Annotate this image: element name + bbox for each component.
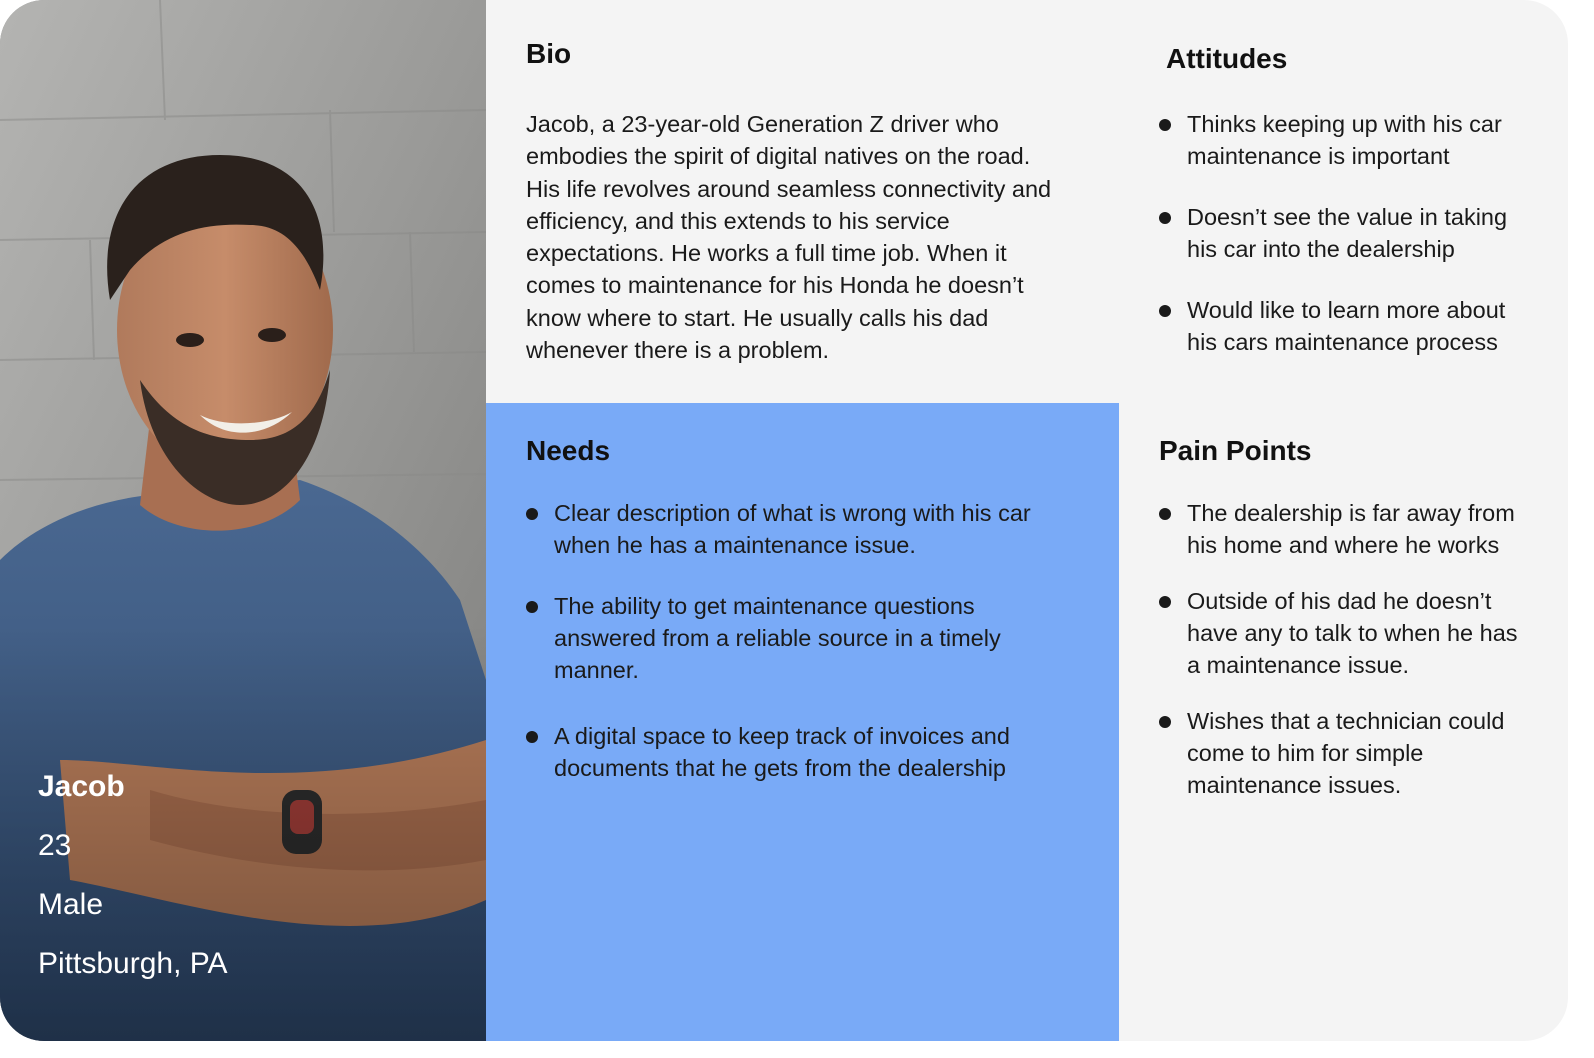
list-item: [526, 590, 1044, 686]
persona-location: Pittsburgh, PA: [38, 947, 228, 980]
attitudes-heading: Attitudes: [1166, 43, 1288, 74]
list-item: [526, 720, 1044, 784]
persona-name: Jacob: [38, 770, 125, 803]
persona-photo: [0, 0, 486, 1041]
bullet-dot-icon: [526, 731, 538, 743]
bio-section: [486, 0, 1119, 403]
needs-heading: Needs: [526, 435, 611, 466]
needs-section: [486, 403, 1119, 1041]
list-item-text: The dealership is far away from his home and where he works: [1187, 500, 1515, 558]
bullet-dot-icon: [1159, 119, 1171, 131]
persona-identity: [38, 772, 228, 1008]
list-item: [1159, 294, 1527, 358]
list-item-text: Outside of his dad he doesn’t have any to talk to when he has a maintenance issue.: [1187, 588, 1518, 678]
list-item: [526, 497, 1044, 561]
list-item-text: Would like to learn more about his cars maintenance process: [1187, 297, 1506, 355]
attitudes-list: [1159, 108, 1528, 358]
list-item: [1159, 705, 1527, 801]
persona-age: 23: [38, 829, 72, 862]
pain-points-list: [1159, 497, 1528, 801]
persona-gender: Male: [38, 888, 104, 921]
list-item-text: A digital space to keep track of invoices and documents that he gets from the dealership: [554, 723, 1010, 781]
pain-points-heading: Pain Points: [1159, 435, 1312, 466]
list-item-text: Doesn’t see the value in taking his car into the dealership: [1187, 204, 1508, 262]
list-item: [1159, 585, 1527, 681]
list-item: [1159, 497, 1527, 561]
bullet-dot-icon: [1159, 596, 1171, 608]
bullet-dot-icon: [1159, 716, 1171, 728]
list-item: [1159, 201, 1527, 265]
bullet-dot-icon: [526, 508, 538, 520]
attitudes-section: [1119, 0, 1568, 403]
list-item-text: Wishes that a technician could come to him for simple maintenance issues.: [1187, 708, 1505, 798]
bullet-dot-icon: [1159, 212, 1171, 224]
pain-points-section: [1119, 403, 1568, 1041]
bullet-dot-icon: [526, 601, 538, 613]
bullet-dot-icon: [1159, 305, 1171, 317]
bio-heading: Bio: [526, 38, 572, 69]
list-item-text: The ability to get maintenance questions answered from a reliable source in a timely manner.: [554, 593, 1001, 683]
list-item-text: Thinks keeping up with his car maintenance is important: [1187, 111, 1502, 169]
needs-list: [526, 497, 1079, 784]
bio-text: Jacob, a 23-year-old Generation Z driver who embodies the spirit of digital natives on the road. His life revolves around seamless connectivity and efficiency, and this extends to his service expectations. He works a full time job. When it comes to maintenance for his Honda he doesn’t know where to start. He usually calls his dad whenever there is a problem.: [526, 111, 1052, 364]
bullet-dot-icon: [1159, 508, 1171, 520]
list-item: [1159, 108, 1527, 172]
list-item-text: Clear description of what is wrong with his car when he has a maintenance issue.: [554, 500, 1031, 558]
